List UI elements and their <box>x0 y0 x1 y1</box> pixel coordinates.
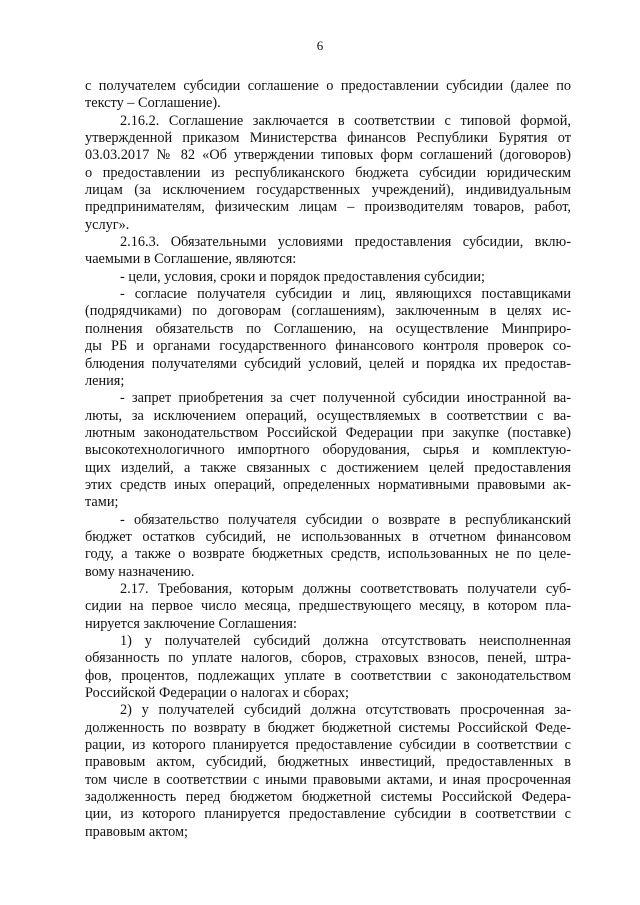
text-line: высокотехнологичного импортного оборудования, сырья и комплектую- <box>85 442 571 459</box>
text-line: щих изделий, а также связанных с достижением целей предоставления <box>85 459 571 476</box>
text-line: задолженность перед бюджетом бюджетной системы Российской Федера- <box>85 789 571 806</box>
text-line: этих средств иных операций, определенных нормативными правовыми ак- <box>85 476 571 493</box>
text-line: - обязательство получателя субсидии о возврате в республиканский <box>120 511 571 528</box>
text-line: Российской Федерации о налогах и сборах; <box>85 685 349 702</box>
page-number: 6 <box>316 38 324 53</box>
text-line: ды РБ и органами государственного финансового контроля проверок со- <box>85 338 571 355</box>
text-line: - цели, условия, сроки и порядок предоставления субсидии; <box>120 268 485 285</box>
text-line: 2.16.2. Соглашение заключается в соответствии с типовой формой, <box>120 112 571 129</box>
text-line: ции, из которого планируется предоставление субсидии в соответствии с <box>85 806 571 823</box>
text-line: ления; <box>85 372 125 389</box>
text-line: лицам (за исключением государственных учреждений), индивидуальным <box>85 182 571 199</box>
text-line: долженность по возврату в бюджет бюджетной системы Российской Феде- <box>85 719 571 736</box>
text-line: - запрет приобретения за счет полученной субсидии иностранной ва- <box>120 390 571 407</box>
text-line: 03.03.2017 № 82 «Об утверждении типовых форм соглашений (договоров) <box>85 147 571 164</box>
text-line: фов, процентов, подлежащих уплате в соответствии с законодательством <box>85 667 571 684</box>
text-line: - согласие получателя субсидии и лиц, являющихся поставщиками <box>120 286 571 303</box>
text-line: 2.16.3. Обязательными условиями предоставления субсидии, вклю- <box>120 234 571 251</box>
text-line: правовым актом, субсидий, бюджетных инвестиций, предоставленных в <box>85 754 571 771</box>
text-line: чаемыми в Соглашение, являются: <box>85 251 297 268</box>
text-line: бюджет остатков субсидий, не использованных в отчетном финансовом <box>85 528 571 545</box>
text-line: обязанность по уплате налогов, сборов, страховых взносов, пеней, штра- <box>85 650 571 667</box>
text-line: рации, из которого планируется предоставление субсидии в соответствии с <box>85 737 571 754</box>
text-line: нируется заключение Соглашения: <box>85 615 297 632</box>
text-line: тексту – Соглашение). <box>85 95 221 112</box>
text-line: году, а также о возврате бюджетных средств, использованных не по целе- <box>85 546 571 563</box>
document-body <box>85 78 571 841</box>
text-line: сидии на первое число месяца, предшествующего месяцу, в котором пла- <box>85 598 571 615</box>
text-line: тами; <box>85 494 119 511</box>
text-line: 1) у получателей субсидий должна отсутствовать неисполненная <box>120 633 571 649</box>
text-line: утвержденной приказом Министерства финансов Республики Бурятия от <box>85 130 571 147</box>
text-line: блюдения получателями субсидий условий, целей и порядка их предостав- <box>85 355 571 372</box>
text-line: с получателем субсидии соглашение о предоставлении субсидии (далее по <box>85 78 571 94</box>
text-line: вому назначению. <box>85 563 195 580</box>
text-line: полнения обязательств по Соглашению, на осуществление Минприро- <box>85 320 571 337</box>
text-line: 2.17. Требования, которым должны соответствовать получатели суб- <box>120 580 571 597</box>
text-line: о предоставлении из республиканского бюджета субсидии юридическим <box>85 164 571 181</box>
text-line: лютным законодательством Российской Федерации при закупке (поставке) <box>85 424 571 441</box>
text-line: услуг». <box>85 216 130 233</box>
text-line: (подрядчиками) по договорам (соглашениям), заключенным в целях ис- <box>85 303 571 320</box>
text-line: люты, за исключением операций, осуществляемых в соответствии с ва- <box>85 407 571 424</box>
text-line: 2) у получателей субсидий должна отсутствовать просроченная за- <box>120 702 571 719</box>
text-line: правовым актом; <box>85 823 188 840</box>
text-line: предпринимателям, физическим лицам – производителям товаров, работ, <box>85 199 571 216</box>
text-line: том числе в соответствии с иными правовыми актами, и иная просроченная <box>85 771 571 788</box>
